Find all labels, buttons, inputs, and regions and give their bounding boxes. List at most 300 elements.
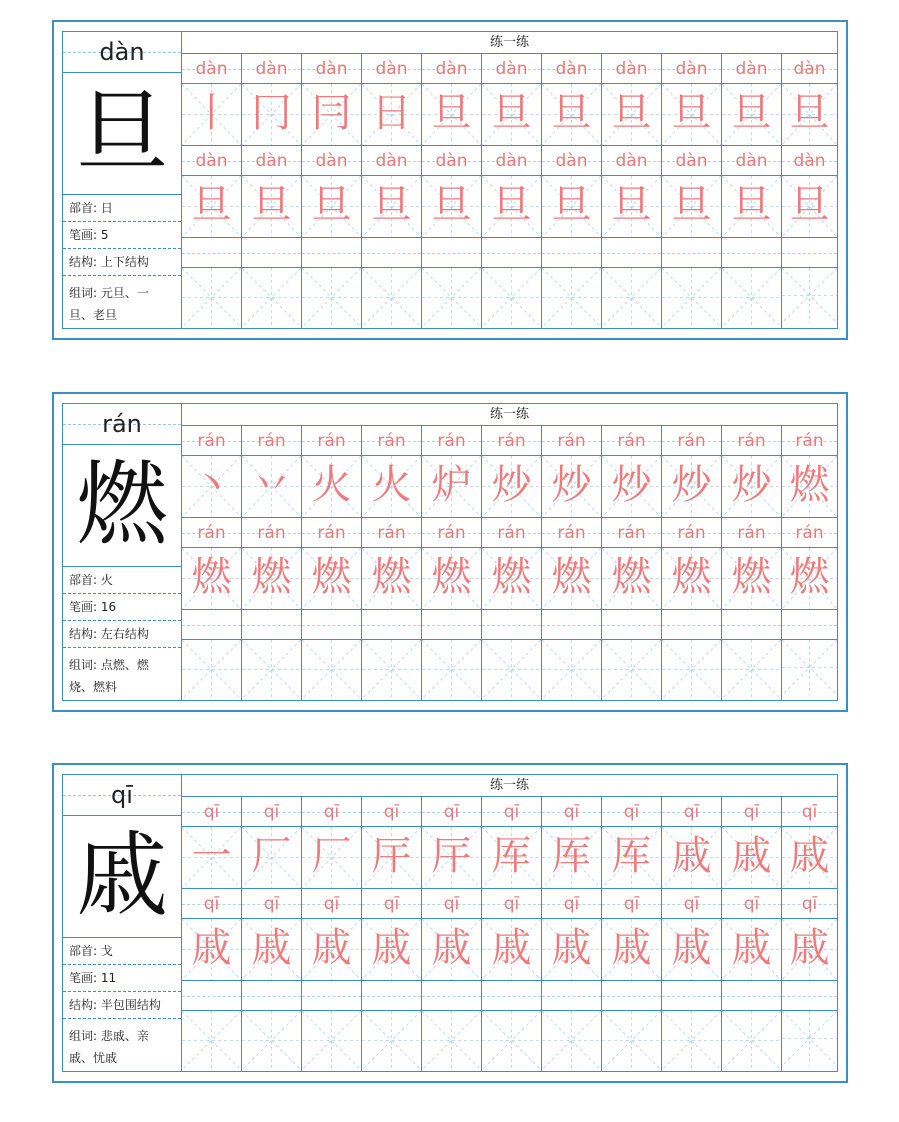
practice-character-cell bbox=[602, 176, 662, 238]
pinyin-cell bbox=[182, 889, 242, 919]
blank-pinyin-cell bbox=[302, 610, 362, 640]
pinyin-cell bbox=[422, 889, 482, 919]
pinyin-cell bbox=[182, 426, 242, 456]
tian-grid-guide bbox=[482, 1011, 541, 1070]
pinyin-cell bbox=[782, 797, 837, 827]
blank-writing-cell bbox=[362, 640, 422, 700]
main-character: 旦 bbox=[63, 73, 181, 195]
tian-grid-guide bbox=[542, 268, 601, 327]
blank-writing-cell bbox=[482, 1011, 542, 1071]
practice-character: 燃 bbox=[491, 554, 532, 600]
pinyin-cell bbox=[782, 54, 837, 84]
pinyin-cell bbox=[242, 797, 302, 827]
pinyin-cell bbox=[182, 146, 242, 176]
pinyin-text: dàn bbox=[615, 59, 648, 79]
pinyin-cell bbox=[722, 889, 782, 919]
practice-character-cell bbox=[362, 456, 422, 518]
pinyin-cell bbox=[362, 518, 422, 548]
practice-character-cell bbox=[242, 456, 302, 518]
radical-label: 部首: 火 bbox=[63, 567, 181, 594]
pinyin-text: dàn bbox=[735, 59, 768, 79]
blank-pinyin-cell bbox=[422, 238, 482, 268]
practice-character-cell bbox=[482, 84, 542, 146]
practice-character-cell bbox=[242, 827, 302, 889]
pinyin-text: dàn bbox=[375, 59, 408, 79]
practice-character: 戚 bbox=[431, 925, 472, 971]
pinyin-cell bbox=[542, 797, 602, 827]
blank-writing-cell bbox=[422, 268, 482, 328]
pinyin-text: dàn bbox=[793, 59, 826, 79]
tian-grid-guide bbox=[782, 268, 837, 323]
practice-character: 旦 bbox=[491, 182, 532, 228]
tian-grid-guide bbox=[722, 268, 781, 327]
tian-grid-guide bbox=[482, 268, 541, 327]
practice-character-cell bbox=[422, 456, 482, 518]
practice-character: 旦 bbox=[671, 90, 712, 136]
blank-pinyin-cell bbox=[482, 981, 542, 1011]
blank-pinyin-cell bbox=[482, 610, 542, 640]
pinyin-cell bbox=[482, 518, 542, 548]
blank-pinyin-cell bbox=[242, 610, 302, 640]
practice-character: 厂 bbox=[251, 833, 292, 879]
word-examples-label: 组词: 悲戚、亲戚、忧戚 bbox=[69, 1029, 149, 1065]
practice-character-cell bbox=[542, 84, 602, 146]
practice-character: 燃 bbox=[789, 462, 830, 508]
practice-character-cell bbox=[602, 919, 662, 981]
practice-character-cell bbox=[362, 176, 422, 238]
practice-character-cell bbox=[182, 456, 242, 518]
practice-character: 炒 bbox=[611, 462, 652, 508]
pinyin-cell bbox=[722, 426, 782, 456]
practice-character: 厂 bbox=[311, 833, 352, 879]
practice-character-cell bbox=[302, 176, 362, 238]
practice-grid bbox=[182, 775, 837, 1071]
pinyin-text: dàn bbox=[675, 151, 708, 171]
practice-character: 燃 bbox=[789, 554, 830, 600]
pinyin-text: dàn bbox=[195, 151, 228, 171]
practice-character: 燃 bbox=[191, 554, 232, 600]
practice-character-cell bbox=[242, 548, 302, 610]
practice-character-cell bbox=[602, 84, 662, 146]
blank-writing-cell bbox=[482, 268, 542, 328]
practice-character: 燃 bbox=[611, 554, 652, 600]
practice-character: 燃 bbox=[551, 554, 592, 600]
character-pinyin bbox=[63, 32, 181, 73]
practice-character-cell bbox=[722, 176, 782, 238]
pinyin-text: dàn bbox=[315, 59, 348, 79]
pinyin-cell bbox=[602, 146, 662, 176]
pinyin-text: rán bbox=[437, 523, 466, 543]
practice-character: 丨 bbox=[191, 90, 232, 136]
pinyin-text: qī bbox=[263, 894, 280, 914]
practice-character: 丶 bbox=[191, 462, 232, 508]
card-inner-frame bbox=[62, 403, 838, 701]
pinyin-cell bbox=[362, 426, 422, 456]
tian-grid-guide bbox=[242, 268, 301, 327]
practice-character-cell bbox=[302, 548, 362, 610]
main-character: 戚 bbox=[63, 816, 181, 938]
practice-character: 火 bbox=[371, 462, 412, 508]
pinyin-text: dàn bbox=[555, 151, 588, 171]
structure-label: 结构: 半包围结构 bbox=[63, 992, 181, 1019]
practice-character: 旦 bbox=[431, 182, 472, 228]
pinyin-text: rán bbox=[377, 523, 406, 543]
practice-character: 旦 bbox=[431, 90, 472, 136]
practice-character-cell bbox=[482, 827, 542, 889]
practice-character-cell bbox=[182, 827, 242, 889]
stroke-count-label: 笔画: 16 bbox=[63, 594, 181, 621]
blank-pinyin-cell bbox=[422, 610, 482, 640]
blank-pinyin-cell bbox=[602, 238, 662, 268]
tian-grid-guide bbox=[662, 640, 721, 699]
pinyin-text: rán bbox=[795, 523, 824, 543]
pinyin-text: rán bbox=[257, 431, 286, 451]
tian-grid-guide bbox=[302, 268, 361, 327]
pinyin-text: qī bbox=[563, 894, 580, 914]
blank-writing-cell bbox=[182, 1011, 242, 1071]
pinyin-text: rán bbox=[377, 431, 406, 451]
blank-pinyin-cell bbox=[362, 981, 422, 1011]
practice-character: 戚 bbox=[251, 925, 292, 971]
blank-writing-cell bbox=[542, 1011, 602, 1071]
practice-character: 旦 bbox=[251, 182, 292, 228]
practice-character: 炒 bbox=[731, 462, 772, 508]
practice-character: 燃 bbox=[251, 554, 292, 600]
pinyin-text: qī bbox=[203, 802, 220, 822]
practice-character: 旦 bbox=[311, 182, 352, 228]
practice-character: 丷 bbox=[251, 462, 292, 508]
blank-pinyin-cell bbox=[362, 610, 422, 640]
practice-character: 炉 bbox=[431, 462, 472, 508]
pinyin-cell bbox=[782, 426, 837, 456]
pinyin-text: qī bbox=[443, 802, 460, 822]
blank-writing-cell bbox=[662, 268, 722, 328]
pinyin-text: rán bbox=[617, 431, 646, 451]
pinyin-cell bbox=[602, 54, 662, 84]
pinyin-text: qī bbox=[743, 894, 760, 914]
practice-character: 旦 bbox=[491, 90, 532, 136]
blank-pinyin-cell bbox=[362, 238, 422, 268]
tian-grid-guide bbox=[662, 268, 721, 327]
practice-character: 戚 bbox=[789, 833, 830, 879]
blank-pinyin-cell bbox=[542, 610, 602, 640]
blank-pinyin-cell bbox=[422, 981, 482, 1011]
pinyin-cell bbox=[482, 146, 542, 176]
practice-character-cell bbox=[482, 548, 542, 610]
practice-character-cell bbox=[302, 919, 362, 981]
practice-character: 炒 bbox=[491, 462, 532, 508]
practice-character-cell bbox=[242, 919, 302, 981]
tian-grid-guide bbox=[602, 640, 661, 699]
blank-writing-cell bbox=[782, 268, 837, 328]
practice-character-cell bbox=[422, 84, 482, 146]
pinyin-cell bbox=[242, 426, 302, 456]
practice-character-cell bbox=[542, 176, 602, 238]
pinyin-cell bbox=[482, 797, 542, 827]
practice-character-cell bbox=[662, 827, 722, 889]
word-examples-label: 组词: 点燃、燃烧、燃料 bbox=[69, 658, 149, 694]
pinyin-text: rán bbox=[497, 523, 526, 543]
pinyin-text: qī bbox=[503, 802, 520, 822]
blank-writing-cell bbox=[362, 1011, 422, 1071]
tian-grid-guide bbox=[542, 640, 601, 699]
practice-character-cell bbox=[782, 548, 837, 610]
practice-character-cell bbox=[542, 827, 602, 889]
pinyin-cell bbox=[662, 889, 722, 919]
blank-writing-cell bbox=[242, 640, 302, 700]
blank-writing-cell bbox=[182, 268, 242, 328]
practice-character: 燃 bbox=[371, 554, 412, 600]
pinyin-cell bbox=[362, 54, 422, 84]
practice-character-cell bbox=[482, 919, 542, 981]
pinyin-cell bbox=[362, 146, 422, 176]
blank-writing-cell bbox=[542, 268, 602, 328]
pinyin-text: rán bbox=[317, 523, 346, 543]
pinyin-text: qī bbox=[801, 894, 818, 914]
character-pinyin bbox=[63, 775, 181, 816]
practice-character: 戚 bbox=[551, 925, 592, 971]
practice-character: 燃 bbox=[311, 554, 352, 600]
practice-character-cell bbox=[182, 548, 242, 610]
blank-writing-cell bbox=[722, 268, 782, 328]
pinyin-cell bbox=[662, 54, 722, 84]
blank-pinyin-cell bbox=[542, 238, 602, 268]
practice-character: 火 bbox=[311, 462, 352, 508]
practice-character-cell bbox=[422, 176, 482, 238]
pinyin-text: qī bbox=[323, 802, 340, 822]
pinyin-cell bbox=[362, 797, 422, 827]
practice-character-cell bbox=[302, 456, 362, 518]
pinyin-cell bbox=[422, 146, 482, 176]
tian-grid-guide bbox=[662, 1011, 721, 1070]
practice-character-cell bbox=[782, 176, 837, 238]
pinyin-text: rán bbox=[497, 431, 526, 451]
practice-character: 旦 bbox=[789, 90, 830, 136]
pinyin-text: rán bbox=[437, 431, 466, 451]
blank-pinyin-cell bbox=[662, 981, 722, 1011]
practice-character-cell bbox=[782, 919, 837, 981]
practice-character: 旦 bbox=[731, 182, 772, 228]
practice-character-cell bbox=[482, 176, 542, 238]
blank-writing-cell bbox=[782, 1011, 837, 1071]
practice-character: 戚 bbox=[311, 925, 352, 971]
tian-grid-guide bbox=[602, 1011, 661, 1070]
pinyin-text: qī bbox=[263, 802, 280, 822]
word-examples-label: 组词: 元旦、一旦、老旦 bbox=[69, 286, 149, 322]
blank-pinyin-cell bbox=[482, 238, 542, 268]
pinyin-cell bbox=[362, 889, 422, 919]
practice-character: 旦 bbox=[731, 90, 772, 136]
blank-writing-cell bbox=[662, 640, 722, 700]
tian-grid-guide bbox=[302, 1011, 361, 1070]
pinyin-text: qī bbox=[623, 802, 640, 822]
blank-writing-cell bbox=[422, 1011, 482, 1071]
pinyin-text: rán bbox=[677, 431, 706, 451]
pinyin-text: dàn bbox=[555, 59, 588, 79]
pinyin-cell bbox=[722, 146, 782, 176]
character-info-panel bbox=[63, 32, 182, 328]
practice-character: 燃 bbox=[671, 554, 712, 600]
tian-grid-guide bbox=[362, 268, 421, 327]
practice-character-cell bbox=[422, 548, 482, 610]
pinyin-cell bbox=[422, 797, 482, 827]
pinyin-cell bbox=[542, 54, 602, 84]
tian-grid-guide bbox=[302, 640, 361, 699]
practice-grid bbox=[182, 404, 837, 700]
blank-pinyin-cell bbox=[782, 610, 837, 640]
pinyin-text: qī bbox=[743, 802, 760, 822]
blank-writing-cell bbox=[242, 268, 302, 328]
blank-pinyin-cell bbox=[602, 610, 662, 640]
pinyin-text: dàn bbox=[793, 151, 826, 171]
practice-character-cell bbox=[302, 827, 362, 889]
blank-pinyin-cell bbox=[722, 238, 782, 268]
pinyin-text: dàn bbox=[675, 59, 708, 79]
practice-character: 燃 bbox=[431, 554, 472, 600]
practice-character: 旦 bbox=[789, 182, 830, 228]
practice-character-cell bbox=[542, 456, 602, 518]
pinyin-cell bbox=[542, 889, 602, 919]
structure-label: 结构: 上下结构 bbox=[63, 249, 181, 276]
blank-pinyin-cell bbox=[782, 981, 837, 1011]
practice-character: 厍 bbox=[611, 833, 652, 879]
pinyin-text: rán bbox=[677, 523, 706, 543]
blank-pinyin-cell bbox=[722, 610, 782, 640]
tian-grid-guide bbox=[782, 640, 837, 695]
practice-character: 旦 bbox=[191, 182, 232, 228]
pinyin-cell bbox=[662, 797, 722, 827]
pinyin-text: rán bbox=[795, 431, 824, 451]
pinyin-cell bbox=[722, 518, 782, 548]
practice-character-cell bbox=[542, 919, 602, 981]
pinyin-cell bbox=[242, 146, 302, 176]
pinyin-text: qī bbox=[383, 894, 400, 914]
practice-character-cell bbox=[362, 919, 422, 981]
practice-character: 厈 bbox=[431, 833, 472, 879]
tian-grid-guide bbox=[722, 640, 781, 699]
blank-pinyin-cell bbox=[242, 238, 302, 268]
practice-character-cell bbox=[602, 827, 662, 889]
practice-character: 戚 bbox=[371, 925, 412, 971]
blank-writing-cell bbox=[722, 640, 782, 700]
tian-grid-guide bbox=[722, 1011, 781, 1070]
practice-character-cell bbox=[782, 827, 837, 889]
pinyin-cell bbox=[482, 54, 542, 84]
practice-character: 旦 bbox=[551, 182, 592, 228]
blank-pinyin-cell bbox=[722, 981, 782, 1011]
blank-pinyin-cell bbox=[182, 238, 242, 268]
character-pinyin bbox=[63, 404, 181, 445]
blank-pinyin-cell bbox=[602, 981, 662, 1011]
character-card bbox=[52, 763, 848, 1083]
practice-character: 燃 bbox=[731, 554, 772, 600]
pinyin-text: qī bbox=[323, 894, 340, 914]
pinyin-cell bbox=[662, 426, 722, 456]
practice-character-cell bbox=[182, 919, 242, 981]
tian-grid-guide bbox=[782, 1011, 837, 1066]
radical-label: 部首: 戈 bbox=[63, 938, 181, 965]
pinyin-cell bbox=[722, 797, 782, 827]
pinyin-text: dàn bbox=[99, 38, 145, 66]
pinyin-text: qī bbox=[801, 802, 818, 822]
card-inner-frame bbox=[62, 31, 838, 329]
pinyin-cell bbox=[302, 54, 362, 84]
blank-writing-cell bbox=[602, 640, 662, 700]
tian-grid-guide bbox=[182, 268, 241, 327]
pinyin-text: dàn bbox=[375, 151, 408, 171]
pinyin-text: dàn bbox=[195, 59, 228, 79]
pinyin-cell bbox=[302, 889, 362, 919]
practice-character: 一 bbox=[191, 833, 232, 879]
blank-pinyin-cell bbox=[782, 238, 837, 268]
tian-grid-guide bbox=[422, 1011, 481, 1070]
pinyin-cell bbox=[302, 518, 362, 548]
tian-grid-guide bbox=[182, 1011, 241, 1070]
pinyin-text: rán bbox=[617, 523, 646, 543]
practice-character-cell bbox=[182, 176, 242, 238]
tian-grid-guide bbox=[542, 1011, 601, 1070]
pinyin-cell bbox=[722, 54, 782, 84]
pinyin-cell bbox=[422, 54, 482, 84]
practice-character-cell bbox=[662, 84, 722, 146]
pinyin-text: qī bbox=[111, 781, 133, 809]
blank-writing-cell bbox=[662, 1011, 722, 1071]
blank-writing-cell bbox=[602, 268, 662, 328]
character-info-panel bbox=[63, 775, 182, 1071]
pinyin-cell bbox=[302, 797, 362, 827]
pinyin-text: rán bbox=[317, 431, 346, 451]
pinyin-cell bbox=[602, 889, 662, 919]
pinyin-text: dàn bbox=[495, 59, 528, 79]
character-info-panel bbox=[63, 404, 182, 700]
pinyin-cell bbox=[302, 146, 362, 176]
practice-character-cell bbox=[482, 456, 542, 518]
pinyin-text: rán bbox=[102, 410, 142, 438]
practice-character: 日 bbox=[371, 90, 412, 136]
blank-writing-cell bbox=[362, 268, 422, 328]
tian-grid-guide bbox=[242, 640, 301, 699]
pinyin-text: rán bbox=[557, 523, 586, 543]
pinyin-text: dàn bbox=[255, 151, 288, 171]
practice-character: 厍 bbox=[551, 833, 592, 879]
practice-character: 旦 bbox=[371, 182, 412, 228]
practice-character-cell bbox=[242, 176, 302, 238]
blank-pinyin-cell bbox=[242, 981, 302, 1011]
practice-character: 戚 bbox=[491, 925, 532, 971]
practice-character: 冂 bbox=[251, 90, 292, 136]
blank-writing-cell bbox=[782, 640, 837, 700]
radical-label: 部首: 日 bbox=[63, 195, 181, 222]
practice-character-cell bbox=[722, 548, 782, 610]
pinyin-cell bbox=[782, 518, 837, 548]
practice-character-cell bbox=[662, 176, 722, 238]
practice-character-cell bbox=[722, 84, 782, 146]
blank-writing-cell bbox=[422, 640, 482, 700]
practice-character-cell bbox=[602, 456, 662, 518]
practice-character: 厍 bbox=[491, 833, 532, 879]
pinyin-text: rán bbox=[257, 523, 286, 543]
card-inner-frame bbox=[62, 774, 838, 1072]
practice-character-cell bbox=[362, 827, 422, 889]
practice-character-cell bbox=[302, 84, 362, 146]
pinyin-cell bbox=[602, 797, 662, 827]
practice-character-cell bbox=[182, 84, 242, 146]
practice-character: 炒 bbox=[551, 462, 592, 508]
pinyin-cell bbox=[422, 518, 482, 548]
practice-character-cell bbox=[722, 827, 782, 889]
pinyin-cell bbox=[482, 889, 542, 919]
practice-grid bbox=[182, 32, 837, 328]
